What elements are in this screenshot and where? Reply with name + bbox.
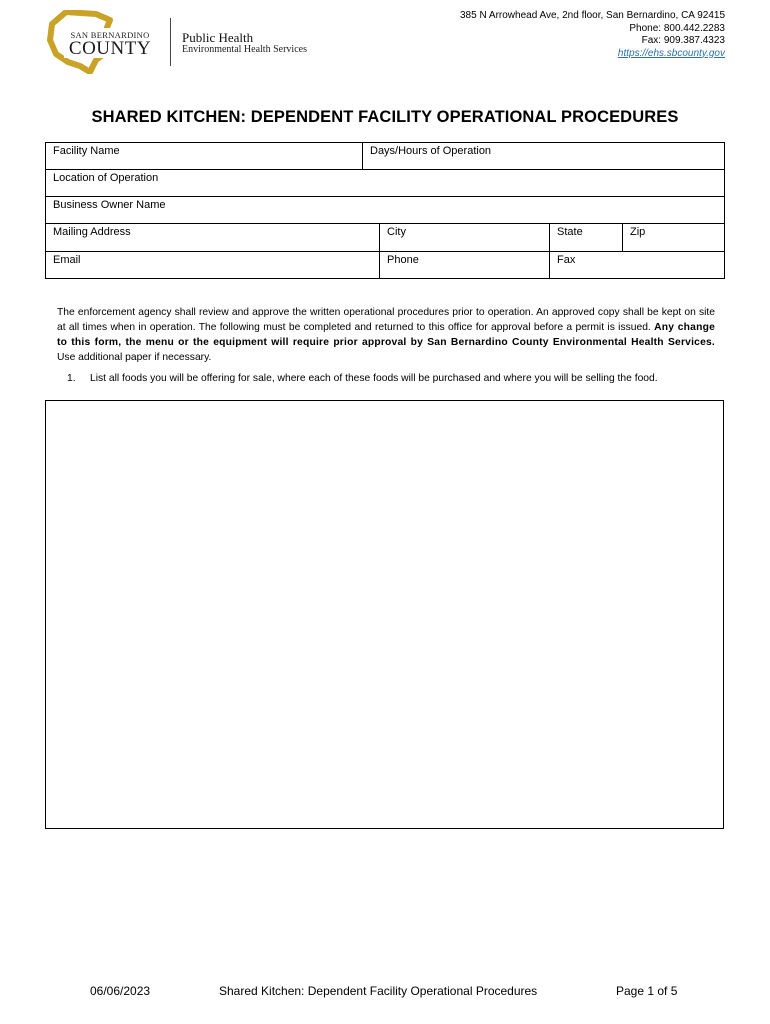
days-hours-field[interactable] bbox=[363, 143, 724, 169]
fax-label: Fax bbox=[557, 254, 576, 266]
email-field[interactable] bbox=[46, 252, 379, 278]
question-1-answer-box[interactable] bbox=[45, 400, 724, 829]
instructions-outro: Use additional paper if necessary. bbox=[57, 352, 212, 363]
grid-border-bottom bbox=[45, 278, 725, 279]
instructions-paragraph bbox=[57, 305, 715, 365]
zip-field[interactable] bbox=[623, 224, 724, 251]
zip-label: Zip bbox=[630, 226, 646, 238]
state-label: State bbox=[557, 226, 583, 238]
business-owner-label: Business Owner Name bbox=[53, 199, 166, 211]
phone-label: Phone bbox=[387, 254, 419, 266]
grid-border-right bbox=[724, 142, 725, 279]
department-name: Public Health bbox=[182, 30, 254, 45]
phone-field[interactable] bbox=[380, 252, 549, 278]
fax-line: Fax: 909.387.4323 bbox=[641, 35, 725, 46]
facility-name-field[interactable] bbox=[46, 143, 362, 169]
city-label: City bbox=[387, 226, 406, 238]
division-name: Environmental Health Services bbox=[182, 44, 307, 55]
website-link[interactable]: https://ehs.sbcounty.gov bbox=[617, 47, 725, 59]
contact-block bbox=[460, 10, 725, 60]
mailing-address-label: Mailing Address bbox=[53, 226, 131, 238]
location-label: Location of Operation bbox=[53, 172, 159, 184]
logo-text-main: COUNTY bbox=[68, 38, 152, 59]
footer-page-number: Page 1 of 5 bbox=[616, 984, 678, 998]
address-line: 385 N Arrowhead Ave, 2nd floor, San Bernardino, CA 92415 bbox=[460, 10, 725, 21]
phone-line: Phone: 800.442.2283 bbox=[629, 22, 725, 34]
business-owner-field[interactable] bbox=[46, 197, 724, 223]
mailing-address-field[interactable] bbox=[46, 224, 379, 251]
location-field[interactable] bbox=[46, 170, 724, 196]
days-hours-label: Days/Hours of Operation bbox=[370, 145, 492, 157]
question-text: List all foods you will be offering for sale, where each of these foods will be purchased and where you will be selling the food. bbox=[90, 373, 658, 384]
state-field[interactable] bbox=[550, 224, 622, 251]
footer-date: 06/06/2023 bbox=[90, 984, 151, 998]
instructions-warning: Any change to this form, the menu or the equipment will require prior approval by San Bernardino County Environmental Health Services. bbox=[57, 322, 715, 348]
instructions-intro: The enforcement agency shall review and approve the written operational procedures prior to operation. An approved copy shall be kept on site at all times when in operation. The following must be completed and returned to this office for approval before a permit is issued. bbox=[57, 307, 715, 333]
city-field[interactable] bbox=[380, 224, 549, 251]
logo-seal-accent bbox=[74, 12, 82, 14]
fax-field[interactable] bbox=[550, 252, 724, 278]
footer-doc-title: Shared Kitchen: Dependent Facility Operational Procedures bbox=[219, 984, 538, 998]
email-label: Email bbox=[53, 254, 81, 266]
question-number: 1. bbox=[67, 373, 76, 384]
facility-name-label: Facility Name bbox=[53, 145, 120, 157]
form-title: SHARED KITCHEN: DEPENDENT FACILITY OPERATIONAL PROCEDURES bbox=[91, 108, 679, 126]
header-divider bbox=[170, 18, 171, 66]
logo-text-top: SAN BERNARDINO bbox=[70, 30, 150, 40]
